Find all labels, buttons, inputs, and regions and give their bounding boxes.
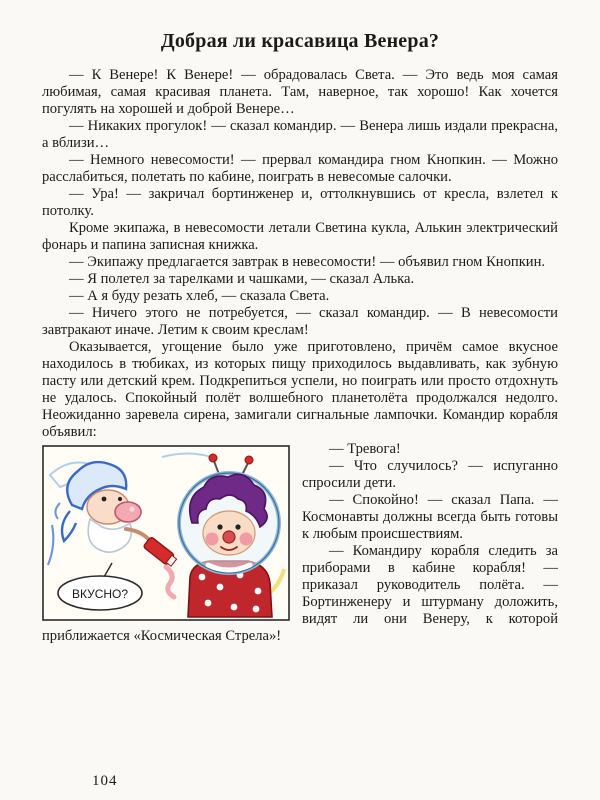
paragraph: — Никаких прогулок! — сказал командир. — Венера лишь издали прекрасна, а вблизи… (42, 118, 558, 151)
page-number: 104 (92, 773, 118, 789)
cartoon-illustration-svg (42, 445, 290, 621)
paragraph: — Немного невесомости! — прервал командира гном Кнопкин. — Можно расслабиться, полетать по кабине, поиграть в невесомые салочки. (42, 152, 558, 185)
paragraph: — А я буду резать хлеб, — сказала Света. (69, 288, 330, 304)
paragraph: — Ура! — закричал бортинженер и, оттолкнувшись от кресла, взлетел к потолку. (42, 186, 558, 219)
story-text (42, 67, 558, 645)
speech-bubble-text: ВКУСНО? (71, 587, 129, 601)
illustration (42, 445, 290, 621)
paragraph: — К Венере! К Венере! — обрадовалась Света. — Это ведь моя самая любимая, самая красивая планета. Там, наверное, так хорошо! Как хочется погулять на хорошей и доброй Венере… (42, 67, 558, 117)
paragraph: — Экипажу предлагается завтрак в невесомости! — объявил гном Кнопкин. (69, 254, 546, 270)
paragraph: Кроме экипажа, в невесомости летали Светина кукла, Алькин электрический фонарь и папина записная книжка. (42, 220, 558, 253)
paragraph: — Я полетел за тарелками и чашками, — сказал Алька. (69, 271, 415, 287)
paragraph: — Тревога! (329, 441, 401, 457)
paragraph: Оказывается, угощение было уже приготовлено, причём самое вкусное находилось в тюбиках, из которых пищу приходилось выдавливать, как зубную пасту или детский крем. Подкрепиться успели, но поиграть или просто отдохнуть не удалось. Спокойный полёт волшебного планетолёта продолжался недолго. Неожиданно заревела сирена, замигали сигнальные лампочки. Командир корабля объявил: (42, 339, 558, 440)
paragraph: — Спокойно! — сказал Папа. — Космонавты должны всегда быть готовы к любым происшествиям. (302, 492, 558, 542)
paragraph: — Командиру корабля следить за приборами в кабине корабля! — приказал руководитель полёта. — Бортинженеру и штурману доложить, видят ли они Венеру, к которой приближается «Космическая Стрела»! (42, 543, 558, 644)
paragraph: — Что случилось? — испуганно спросили дети. (302, 458, 558, 491)
page-title: Добрая ли красавица Венера? (160, 30, 440, 52)
paragraph: — Ничего этого не потребуется, — сказал командир. — В невесомости завтракают иначе. Летим к своим креслам! (42, 305, 558, 338)
